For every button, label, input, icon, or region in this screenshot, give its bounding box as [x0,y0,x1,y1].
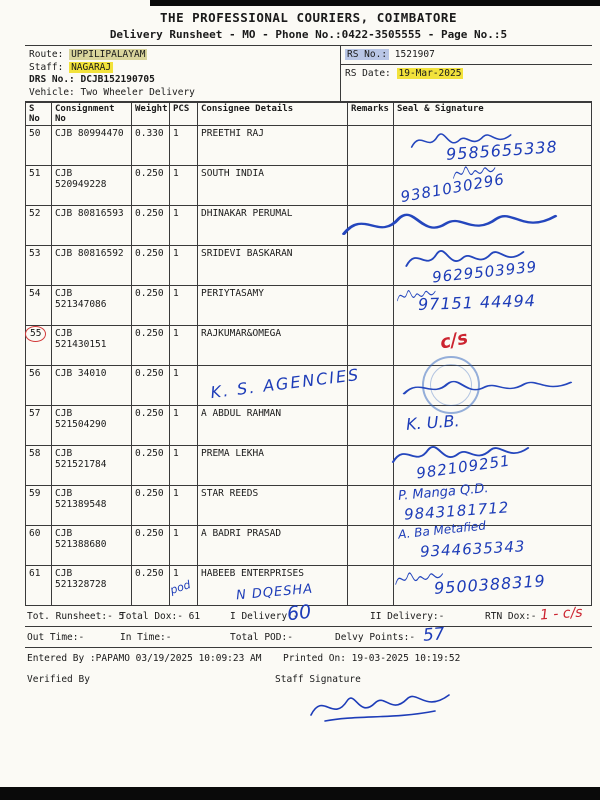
consignee: SRIDEVI BASKARAN [201,248,293,259]
in-time: In Time:- [120,632,172,643]
rs-no-label: RS No.: [347,49,388,60]
verified-by: Verified By [27,674,90,685]
signature-scribble-icon [388,440,538,470]
total-runsheet: Tot. Runsheet:- 5 [27,611,125,622]
serial-number: 50 [29,128,41,139]
weight: 0.250 [132,366,170,406]
col-header-remarks: Remarks [348,103,394,126]
signature-phone: 982109251 [415,451,512,483]
consignment-number: CJB 521521784 [52,446,132,486]
table-row [26,206,592,246]
remarks [348,246,394,286]
printed-on: Printed On: 19-03-2025 10:19:52 [283,653,461,664]
signature-phone: 9629503939 [431,257,539,287]
drs-value: DCJB152190705 [80,74,155,85]
signature-scribble-icon [396,286,438,306]
remarks [348,286,394,326]
table-row [26,246,592,286]
serial-number: 60 [29,528,41,539]
seal-signature-cell [394,366,592,406]
total-pod: Total POD:- [230,632,293,643]
col-header-consignment: Consignment No [52,103,132,126]
consignment-number: CJB 34010 [52,366,132,406]
consignee: HABEEB ENTERPRISES [201,568,304,579]
table-row [26,566,592,606]
table-row [26,366,592,406]
weight: 0.250 [132,406,170,446]
info-block [25,46,592,102]
col-header-pcs: PCS [170,103,198,126]
seal-signature-cell [394,446,592,486]
staff-signature-scribble-icon [305,685,455,727]
consignee: SOUTH INDIA [201,168,264,179]
seal-signature-cell [394,286,592,326]
signature-scribble-icon [452,162,498,184]
table-row [26,526,592,566]
scan-artifact-top [150,0,600,6]
table-row [26,286,592,326]
signature-scribble-icon [402,244,532,274]
signature-phone: 9585655338 [445,137,559,164]
pcs: 1 [173,328,179,339]
col-header-signature: Seal & Signature [394,103,592,126]
pcs: 1 [173,448,179,459]
vehicle-label: Vehicle: [29,86,75,98]
signature-text: K. U.B. [405,411,461,434]
table-row [26,166,592,206]
weight: 0.250 [132,326,170,366]
weight: 0.250 [132,526,170,566]
table-row [26,326,592,366]
signature-phone: 9344635343 [419,537,526,561]
footer [25,600,592,729]
seal-signature-cell [394,326,592,366]
signature-scribble-icon [398,376,583,400]
col-header-sno: S No [26,103,52,126]
pcs: 1 [173,368,179,379]
serial-number: 54 [29,288,41,299]
pcs: 1 [173,408,179,419]
seal-signature-cell [394,246,592,286]
page-subtitle: Delivery Runsheet - MO - Phone No.:0422-3505555 - Page No.:5 [25,25,592,46]
remarks [348,166,394,206]
serial-number: 51 [29,168,41,179]
consignee: PREMA LEKHA [201,448,264,459]
table-header-row [26,103,592,126]
consignment-number: CJB 80816592 [52,246,132,286]
entered-by: Entered By :PAPAMO 03/19/2025 10:09:23 AM [27,653,262,664]
signature-text: c/s [438,327,470,354]
remarks [348,526,394,566]
consignment-number: CJB 521347086 [52,286,132,326]
times-row [25,624,592,648]
pcs: 1 [173,248,179,259]
serial-number: 57 [29,408,41,419]
staff-label: Staff: [29,61,64,73]
staff-value: NAGARAJ [71,61,112,73]
consignee: DHINAKAR PERUMAL [201,208,293,219]
weight: 0.250 [132,166,170,206]
table-row [26,126,592,166]
remarks [348,366,394,406]
route-value: UPPILIPALAYAM [71,49,146,60]
serial-number: 58 [29,448,41,459]
pcs: 1 [173,168,179,179]
consignee: PREETHI RAJ [201,128,264,139]
serial-number: 55 [25,326,46,342]
signature-phone: 9843181712 [403,498,510,524]
consignee: STAR REEDS [201,488,259,499]
consignee: PERIYTASAMY [201,288,264,299]
rtn-dox-handwriting: 1 - c/s [539,604,584,624]
seal-signature-cell [394,166,592,206]
serial-number: 56 [29,368,41,379]
totals-row [25,600,592,627]
table-row [26,446,592,486]
signature-scribble-icon [394,568,446,590]
route-label: Route: [29,49,64,60]
serial-number: 61 [29,568,41,579]
verified-row [25,669,592,729]
weight: 0.250 [132,206,170,246]
consignee: A BADRI PRASAD [201,528,282,539]
weight: 0.250 [132,446,170,486]
out-time: Out Time:- [27,632,85,643]
remarks [348,446,394,486]
remarks [348,566,394,606]
entered-row [25,648,592,669]
pcs-handwriting: pod [168,578,193,597]
seal-signature-cell [394,206,592,246]
i-delivery: I Delivery:- [230,611,299,622]
signature-scribble-icon [336,206,571,244]
table-row [26,486,592,526]
weight: 0.330 [132,126,170,166]
serial-number: 53 [29,248,41,259]
remarks [348,126,394,166]
consignment-number: CJB 80816593 [52,206,132,246]
weight: 0.250 [132,246,170,286]
drs-label: DRS No.: [29,74,75,85]
seal-signature-cell [394,518,592,566]
signature-scribble-icon [408,128,518,154]
consignment-number: CJB 521430151 [52,326,132,366]
consignment-number: CJB 520949228 [52,166,132,206]
pcs: 1 [173,288,179,299]
seal-signature-cell [394,566,592,606]
rtn-dox: RTN Dox:- [485,611,537,622]
weight: 0.250 [132,566,170,606]
remarks [348,486,394,526]
pcs: 1 [173,128,179,139]
table-body [26,126,592,606]
consignment-number: CJB 521388680 [52,526,132,566]
consignment-number: CJB 521504290 [52,406,132,446]
consignee: RAJKUMAR&OMEGA [201,328,282,339]
seal-signature-cell [394,481,592,526]
signature-phone: 97151 44494 [417,290,537,315]
delvy-points: Delvy Points:- [335,632,416,643]
signature-phone: 9500388319 [433,571,547,598]
signature-text: A. Ba Metafied [397,518,487,542]
rs-date-value: 19-Mar-2025 [398,68,462,79]
consignment-number: CJB 521328728 [52,566,132,606]
runsheet-table [25,102,592,606]
consignee-handwriting: N DQESHA [235,581,314,604]
rs-date-label: RS Date: [345,68,391,79]
seal-signature-cell [394,126,592,166]
remarks [348,326,394,366]
weight: 0.250 [132,486,170,526]
consignee: A ABDUL RAHMAN [201,408,282,419]
scan-artifact-bottom [0,787,600,800]
staff-signature-label: Staff Signature [275,674,361,685]
pcs: 1 [173,488,179,499]
consignment-number: CJB 80994470 [52,126,132,166]
signature-text: P. Manga Q.D. [397,481,490,504]
col-header-weight: Weight [132,103,170,126]
consignee-handwriting: K. S. AGENCIES [209,364,362,403]
signature-phone: 9381030296 [399,169,507,207]
pcs: 1 [173,528,179,539]
company-title: THE PROFESSIONAL COURIERS, COIMBATORE [160,10,457,25]
consignment-number: CJB 521389548 [52,486,132,526]
pcs: 1 [173,568,179,579]
serial-number: 59 [29,488,41,499]
delvy-points-handwriting: 57 [422,624,446,646]
i-delivery-handwriting: 60 [285,600,313,626]
serial-number: 52 [29,208,41,219]
weight: 0.250 [132,286,170,326]
total-dox: Total Dox:- 61 [120,611,201,622]
rs-no-value: 1521907 [394,49,435,60]
vehicle-value: Two Wheeler Delivery [80,86,195,98]
col-header-consignee: Consignee Details [198,103,348,126]
remarks [348,406,394,446]
pcs: 1 [173,208,179,219]
ii-delivery: II Delivery:- [370,611,445,622]
